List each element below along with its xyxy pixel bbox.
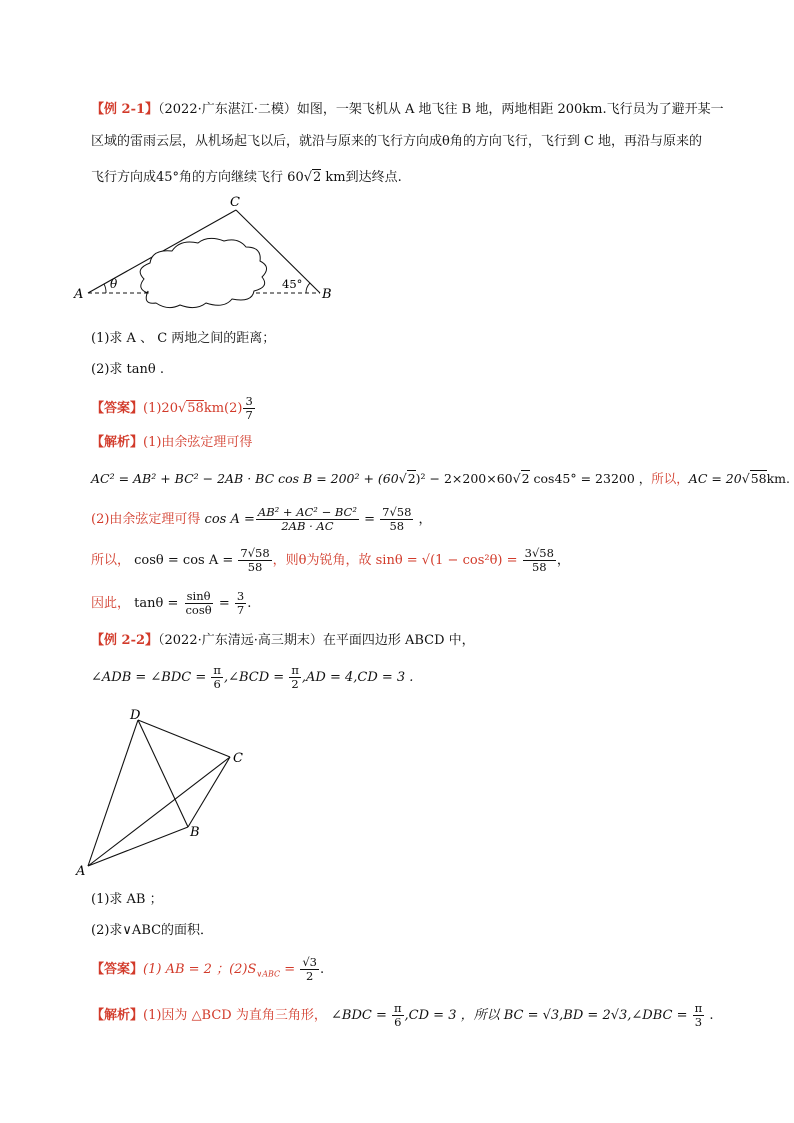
cond-c: ,AD = 4,CD = 3 .: [301, 670, 414, 685]
p2-cosA: cos A =: [200, 512, 255, 527]
ex2-question-2: (2)求∨ABC的面积．: [91, 923, 214, 938]
frac-den: 58: [389, 519, 405, 533]
eq1-part-b: )² − 2×200×60: [415, 471, 513, 486]
frac-num: 3: [236, 589, 245, 603]
ex1-text-3a: 飞行方向成45°角的方向继续飞行 60: [91, 170, 304, 185]
eq1-part-a: AC² = AB² + BC² − 2AB · BC cos B = 200² + (60: [91, 471, 399, 486]
label-D: D: [130, 708, 141, 723]
ex2-tag: 【例 2-2】: [91, 633, 159, 648]
segment-DB: [138, 720, 188, 827]
p4-a: tanθ =: [130, 596, 183, 611]
angle-theta-arc: [104, 284, 106, 293]
answer-radicand: 58: [187, 401, 204, 416]
segment-AB: [88, 827, 188, 866]
label-B: B: [190, 825, 200, 840]
ex2-answer: [91, 956, 324, 984]
frac-num: sinθ: [186, 589, 211, 603]
answer-tag: 【答案】: [91, 962, 144, 977]
frac-den: 7: [236, 603, 245, 617]
frac-num: π: [694, 1001, 703, 1015]
analysis-a: (1)因为 △BCD 为直角三角形，: [143, 1008, 327, 1023]
frac-den: 7: [245, 408, 253, 422]
answer-part-a: (1) AB = 2 ；(2): [143, 962, 248, 977]
eq1-part-d: AC = 20: [688, 471, 742, 486]
eq1-radicand-3: 58: [750, 471, 767, 486]
frac-den: 6: [213, 677, 221, 691]
label-A: A: [74, 287, 84, 302]
eq1-part-c: cos45° = 23200 ，: [529, 471, 652, 486]
frac-den: 6: [394, 1015, 402, 1029]
sqrt-sign: √: [512, 471, 521, 486]
ex2-condition: [91, 664, 413, 691]
ex2-analysis: [91, 1002, 713, 1029]
ex1-question-1: (1)求 A 、 C 两地之间的距离；: [91, 331, 276, 346]
p4-c: .: [247, 596, 252, 611]
cond-fraction-1: [211, 664, 223, 691]
answer-eq: =: [280, 962, 300, 977]
label-B: B: [322, 287, 332, 302]
ex1-analysis-head: [91, 434, 252, 452]
p3-b: ，则θ为锐角，故 sinθ = √(1 − cos²θ) =: [272, 553, 522, 568]
sqrt-sign: √: [303, 170, 313, 185]
p3-fraction-1: [238, 547, 271, 574]
ex1-figure: [70, 195, 350, 315]
eq1-radicand-1: 2: [407, 471, 416, 486]
ex1-part2: [91, 506, 432, 533]
frac-num: 7√58: [240, 546, 270, 560]
cond-a: ∠ADB = ∠BDC =: [91, 670, 211, 685]
label-C: C: [230, 195, 240, 210]
segment-CB: [188, 757, 230, 827]
label-45: 45°: [282, 277, 303, 291]
analysis-tag: 【解析】: [91, 1008, 144, 1023]
cloud-shape: [140, 238, 266, 307]
analysis-fraction-1: [392, 1002, 404, 1029]
p4-lead: 因此，: [91, 596, 131, 611]
sqrt-sign: √: [398, 471, 407, 486]
frac-den: 58: [247, 560, 263, 574]
frac-num: 3√58: [524, 546, 554, 560]
sqrt-sign: √: [741, 471, 750, 486]
eq1-part-e: km.: [766, 471, 790, 486]
frac-den: 58: [531, 560, 547, 574]
segment-DC: [138, 720, 230, 757]
ex1-radicand: 2: [313, 170, 322, 185]
cond-b: ,∠BCD =: [223, 670, 289, 685]
answer-part-a: (1)20: [143, 401, 178, 416]
ex1-part3: [91, 547, 570, 574]
eq1-so: 所以，: [651, 471, 689, 486]
ex1-line2: 区域的雷雨云层，从机场起飞以后，就沿与原来的飞行方向成θ角的方向飞行，飞行到 C 地，再沿与原来的: [91, 134, 703, 149]
p4-fraction-1: [183, 590, 213, 617]
ex1-text-1: 如图，一架飞机从 A 地飞往 B 地，两地相距 200km.飞行员为了避开某一: [296, 102, 724, 117]
p3-lead: 所以，: [91, 553, 131, 568]
frac-num: 7√58: [382, 505, 412, 519]
answer-fraction: [243, 395, 254, 422]
answer-end: .: [320, 962, 325, 977]
frac-num: AB² + AC² − BC²: [257, 505, 357, 519]
p3-c: ，: [556, 553, 570, 568]
answer-fraction: [300, 956, 319, 983]
eq1-radicand-2: 2: [521, 471, 530, 486]
frac-num: 3: [245, 394, 253, 408]
frac-num: π: [393, 1001, 402, 1015]
label-C: C: [233, 751, 243, 766]
p2-value: [380, 506, 413, 533]
frac-den: 2: [291, 677, 299, 691]
p2-lead: (2)由余弦定理可得: [91, 512, 201, 527]
ex1-equation-1: [91, 470, 790, 488]
ex1-answer: [91, 395, 256, 422]
ex2-figure: [70, 705, 260, 880]
p3-a: cosθ = cos A =: [130, 553, 238, 568]
frac-den: cosθ: [185, 603, 212, 617]
analysis-c: ,CD = 3 ，所以 BC = √3,BD = 2√3,∠DBC =: [404, 1008, 692, 1023]
ex1-tag: 【例 2-1】: [91, 102, 159, 117]
p2-eq: =: [359, 512, 380, 527]
analysis-text-1: (1)由余弦定理可得: [143, 435, 253, 450]
frac-den: 3: [694, 1015, 703, 1029]
analysis-fraction-2: [693, 1002, 705, 1029]
ex2-line1: [91, 632, 475, 650]
ex1-line1: [91, 101, 724, 119]
cond-fraction-2: [289, 664, 301, 691]
label-A: A: [76, 864, 86, 879]
p2-end: ，: [414, 512, 432, 527]
ex2-question-1: (1)求 AB ；: [91, 892, 163, 907]
ex1-line3: [91, 169, 402, 187]
answer-tag: 【答案】: [91, 401, 144, 416]
label-theta: θ: [110, 277, 118, 291]
ex1-text-3b: km到达终点.: [321, 170, 402, 185]
analysis-tag: 【解析】: [91, 435, 144, 450]
ex2-source: （2022·广东清远·高三期末）在平面四边形 ABCD 中，: [158, 633, 475, 648]
frac-num: π: [291, 663, 299, 677]
ex1-source: （2022·广东湛江·二模）: [158, 102, 297, 117]
analysis-d: .: [705, 1008, 714, 1023]
segment-AD: [88, 720, 138, 866]
frac-num: π: [213, 663, 221, 677]
answer-part-b: km(2): [203, 401, 243, 416]
p2-fraction: [256, 506, 359, 533]
analysis-b: ∠BDC =: [326, 1008, 391, 1023]
sqrt-sign: √: [177, 401, 187, 416]
frac-den: 2: [306, 969, 314, 983]
p3-fraction-2: [523, 547, 556, 574]
angle-45-arc: [306, 283, 310, 293]
ex1-part4: [91, 590, 251, 617]
frac-den: 2AB · AC: [281, 519, 334, 533]
frac-num: √3: [302, 955, 317, 969]
p4-fraction-2: [235, 590, 246, 617]
answer-sub: ∨ABC: [256, 969, 281, 979]
ex1-question-2: (2)求 tanθ .: [91, 362, 164, 377]
segment-AC: [88, 757, 230, 866]
answer-s: S: [247, 962, 257, 977]
p4-b: =: [214, 596, 234, 611]
